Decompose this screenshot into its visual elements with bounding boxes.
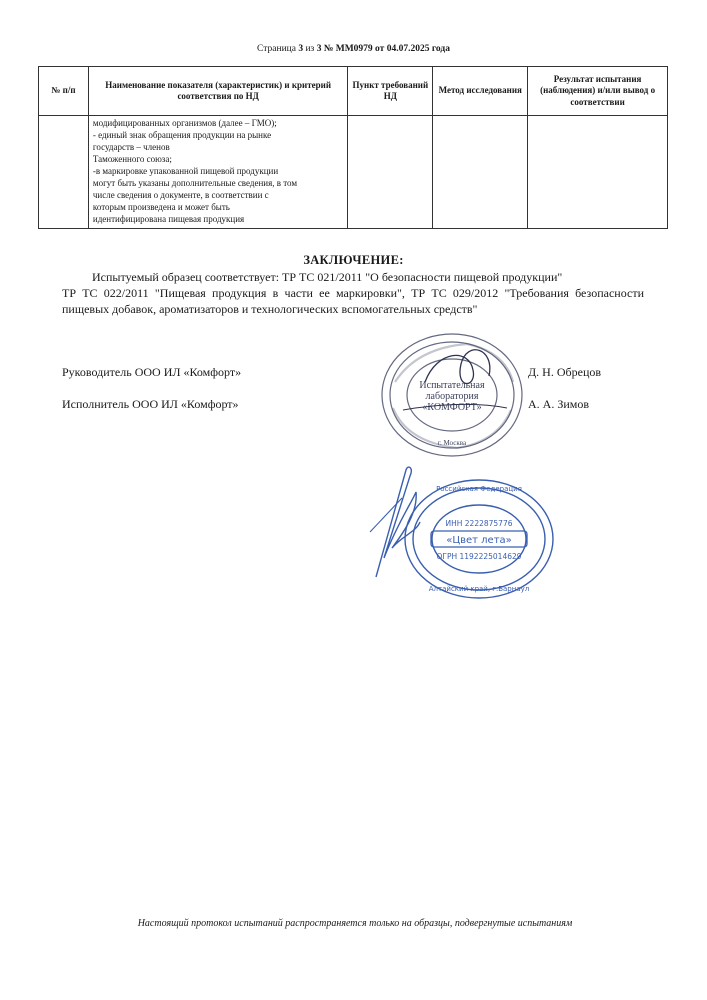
conclusion-text [62, 270, 644, 318]
page-prefix: Страница [257, 44, 296, 54]
cell-name-line: идентифицирована пищевая продукция [92, 213, 245, 224]
company-seal-city: Алтайский край, г.Барнаул [428, 585, 530, 593]
cell-name [88, 116, 347, 229]
cell-point [348, 116, 433, 229]
company-seal-stamp [401, 477, 557, 601]
cell-name-line: которым произведена и может быть [92, 201, 230, 212]
table-header-row [39, 67, 668, 116]
cell-name-line: модифицированных организмов (далее – ГМО); [92, 118, 277, 128]
seal-center-line: лаборатория [425, 391, 479, 402]
seal-center-line: Испытательная [419, 380, 485, 391]
company-seal-country: Российская Федерация [436, 485, 522, 493]
header-name: Наименование показателя (характеристик) и критерий соответствия по НД [88, 67, 347, 116]
header-method: Метод исследования [433, 67, 528, 116]
page-number: 3 [298, 44, 304, 54]
company-seal-inn: ИНН 2222875776 [445, 519, 513, 528]
cell-name-line: Таможенного союза; [92, 153, 172, 164]
protocol-number: № ММ0979 от 04.07.2025 года [323, 44, 450, 54]
page-header [0, 44, 707, 54]
cell-result [528, 116, 668, 229]
page-of: из [305, 44, 315, 54]
cell-num [39, 116, 89, 229]
cell-name-line: государств – членов [92, 141, 170, 152]
head-title: Руководитель ООО ИЛ «Комфорт» [62, 365, 242, 379]
cell-method [433, 116, 528, 229]
header-point: Пункт требований НД [348, 67, 433, 116]
company-seal-name: «Цвет лета» [446, 535, 512, 546]
cell-name-line: могут быть указаны дополнительные сведения, в том [92, 177, 298, 188]
executor-name: А. А. Зимов [528, 397, 590, 411]
header-num: № п/п [39, 67, 89, 116]
table-row [39, 116, 668, 229]
footer-note: Настоящий протокол испытаний распространяется только на образцы, подвергнутые испытаниям [137, 918, 573, 929]
page-total: 3 [316, 44, 322, 54]
results-table [38, 66, 668, 229]
conclusion-rest: ТР ТС 022/2011 "Пищевая продукция в части ее маркировки", ТР ТС 029/2012 "Требования безопасности пищевых добавок, ароматизаторов и технологических вспомогательных средств" [62, 285, 644, 316]
executor-title: Исполнитель ООО ИЛ «Комфорт» [62, 397, 239, 411]
seal-city: г. Москва [437, 439, 467, 447]
cell-name-line: -в маркировке упакованной пищевой продукции [92, 165, 279, 176]
header-result: Результат испытания (наблюдения) и/или вывод о соответствии [528, 67, 668, 116]
head-name: Д. Н. Обрецов [528, 365, 602, 379]
lab-seal-stamp [377, 330, 527, 460]
conclusion-title: ЗАКЛЮЧЕНИЕ: [303, 253, 404, 267]
company-seal-ogrn: ОГРН 1192225014629 [436, 552, 522, 561]
conclusion-line-1: Испытуемый образец соответствует: ТР ТС 021/2011 "О безопасности пищевой продукции" [92, 270, 563, 284]
cell-name-line: - единый знак обращения продукции на рынке [92, 129, 272, 140]
cell-name-line: числе сведения о документе, в соответствии с [92, 189, 269, 200]
seal-center-line: «КОМФОРТ» [422, 402, 482, 413]
